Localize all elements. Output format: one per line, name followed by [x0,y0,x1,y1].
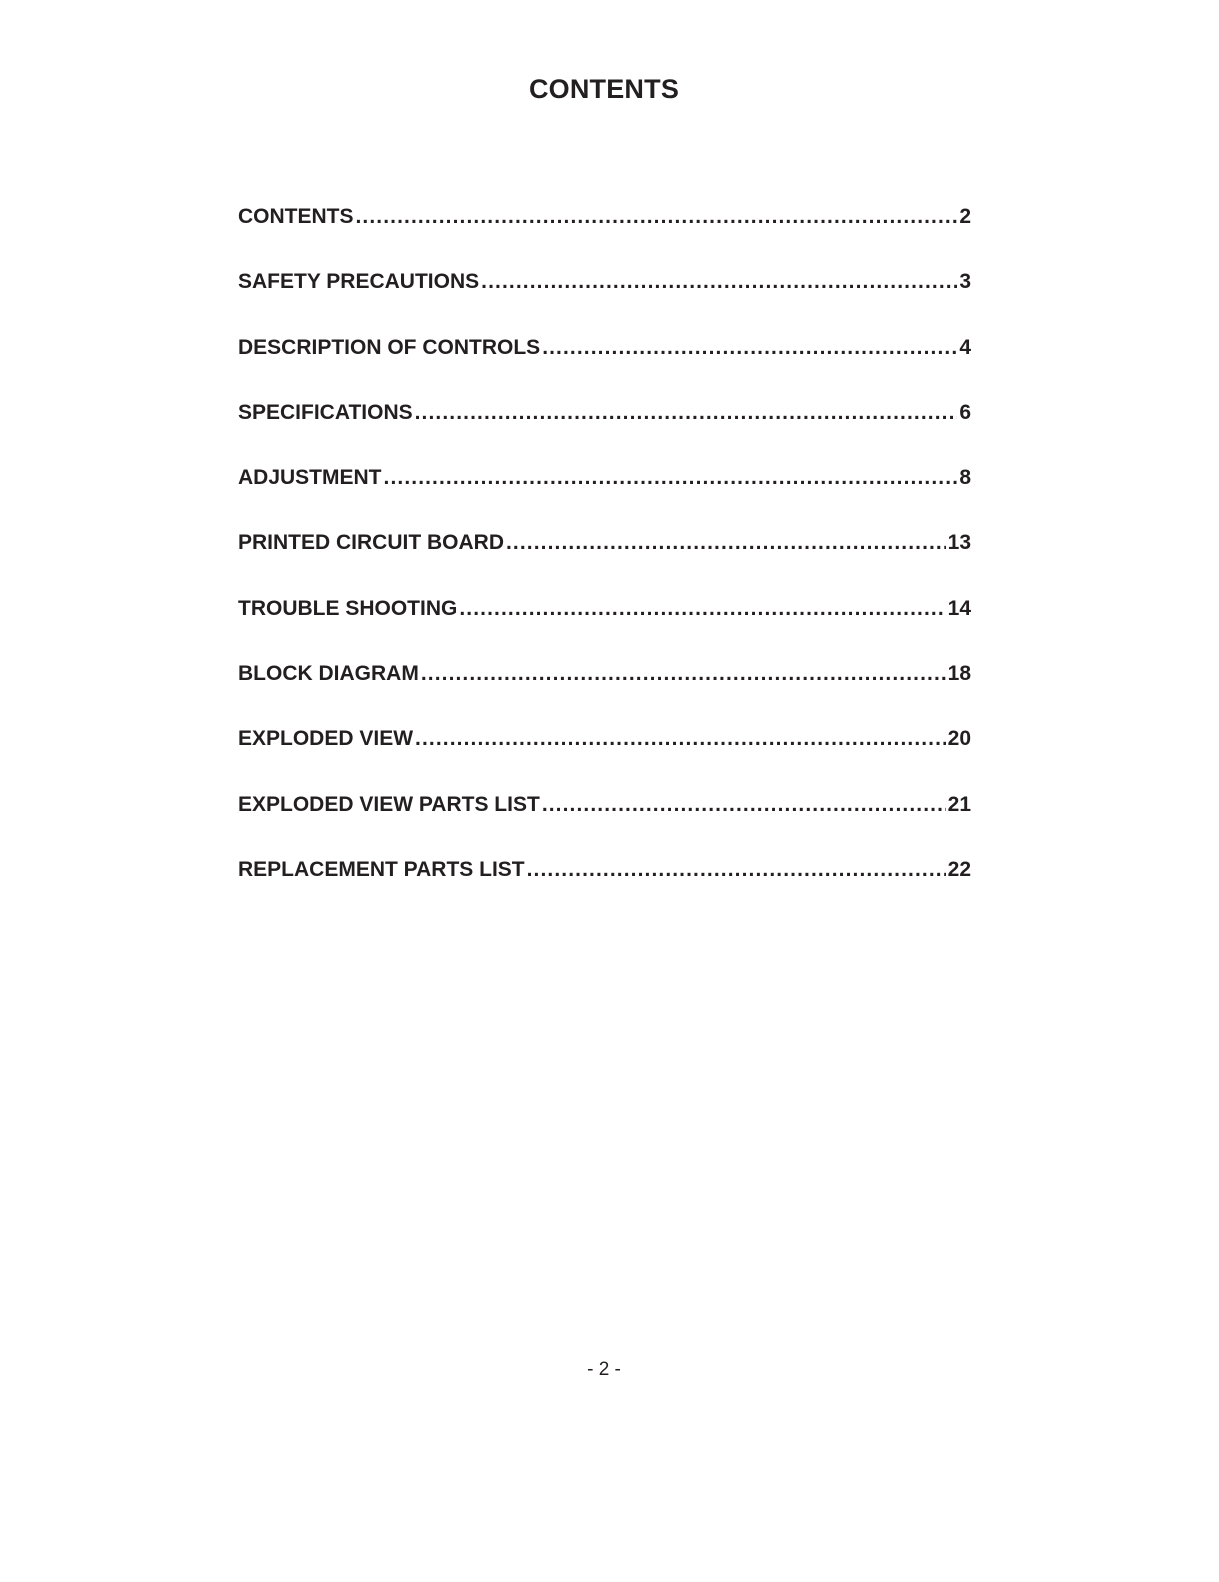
toc-dot-leader [542,793,946,817]
toc-entry-safety-precautions[interactable] [238,270,971,335]
toc-entry-description-of-controls[interactable] [238,336,971,401]
toc-dot-leader [481,270,957,294]
toc-entry-label: REPLACEMENT PARTS LIST [238,857,525,881]
toc-entry-page: 20 [947,727,971,751]
toc-entry-page: 22 [947,857,971,881]
toc-dot-leader [527,858,946,882]
toc-entry-label: TROUBLE SHOOTING [238,596,458,620]
toc-entry-label: BLOCK DIAGRAM [238,662,419,686]
toc-dot-leader [542,336,957,360]
toc-dot-leader [506,531,946,555]
toc-entry-page: 8 [959,466,971,490]
toc-entry-printed-circuit-board[interactable] [238,531,971,596]
toc-entry-label: SPECIFICATIONS [238,400,413,424]
toc-entry-page: 13 [947,531,971,555]
toc-dot-leader [356,205,958,229]
toc-entry-label: PRINTED CIRCUIT BOARD [238,531,504,555]
toc-entry-page: 21 [947,792,971,816]
page-title: CONTENTS [528,74,680,104]
toc-entry-exploded-view-parts-list[interactable] [238,793,971,858]
toc-entry-trouble-shooting[interactable] [238,597,971,662]
toc-entry-label: ADJUSTMENT [238,466,382,490]
toc-entry-replacement-parts-list[interactable] [238,858,971,923]
page-number: - 2 - [587,1359,621,1380]
toc-entry-page: 2 [959,205,971,228]
toc-entry-label: DESCRIPTION OF CONTROLS [238,335,541,359]
toc-entry-page: 3 [959,270,971,294]
toc-entry-specifications[interactable] [238,401,971,466]
table-of-contents [238,205,971,923]
toc-entry-label: SAFETY PRECAUTIONS [238,270,480,294]
toc-dot-leader [459,597,945,621]
toc-entry-label: CONTENTS [238,205,354,228]
toc-entry-block-diagram[interactable] [238,662,971,727]
toc-entry-adjustment[interactable] [238,466,971,531]
toc-dot-leader [415,727,946,751]
toc-entry-label: EXPLODED VIEW PARTS LIST [238,792,540,816]
toc-entry-label: EXPLODED VIEW [238,727,414,751]
toc-dot-leader [415,401,958,425]
toc-entry-page: 6 [959,400,971,424]
toc-entry-exploded-view[interactable] [238,727,971,792]
toc-entry-page: 18 [947,662,971,686]
toc-dot-leader [421,662,946,686]
toc-entry-page: 4 [959,335,971,359]
toc-entry-contents[interactable] [238,205,971,270]
toc-entry-page: 14 [947,596,971,620]
toc-dot-leader [384,466,958,490]
